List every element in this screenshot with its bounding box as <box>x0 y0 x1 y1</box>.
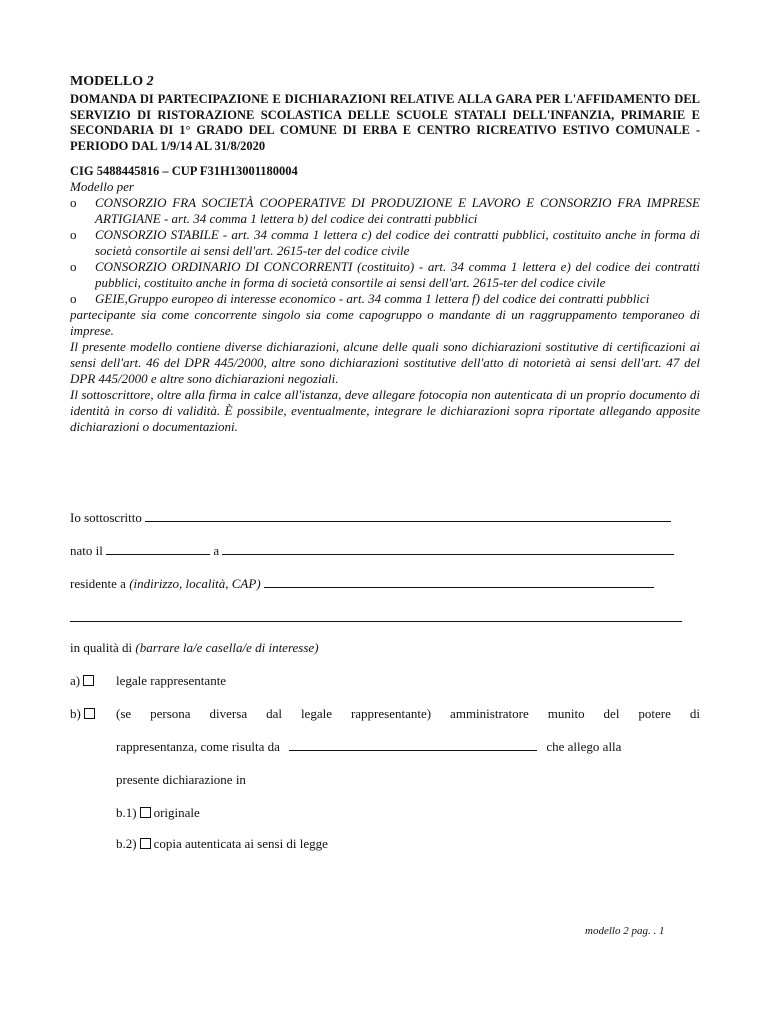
list-item: o CONSORZIO ORDINARIO DI CONCORRENTI (costituito) - art. 34 comma 1 lettera e) del codice dei contratti pubblici, costituito anche in forma di società consortile ai sensi dell'art. 2615-ter del codice civile <box>70 259 700 290</box>
bullet-icon: o <box>70 227 77 242</box>
residence-continuation-field[interactable] <box>70 620 682 622</box>
option-b-text: (se persona diversa dal legale rappresentante) amministratore munito del potere di <box>116 706 700 721</box>
option-b-row <box>70 706 700 722</box>
participation-paragraph: partecipante sia come concorrente singolo sia come capogruppo o mandante di un raggruppamento temporaneo di imprese. <box>70 307 700 338</box>
rappresentanza-document-field[interactable] <box>289 749 537 751</box>
option-b2-row <box>116 836 746 852</box>
qualita-hint: (barrare la/e casella/e di interesse) <box>135 640 319 655</box>
option-b-line2-end: che allego alla <box>546 739 622 754</box>
sottoscritto-field[interactable] <box>145 520 671 522</box>
list-item: o CONSORZIO STABILE - art. 34 comma 1 lettera c) del codice dei contratti pubblici, costituito anche in forma di società consortile ai sensi dell'art. 2615-ter del codice civile <box>70 227 700 258</box>
amministratore-checkbox[interactable] <box>84 708 95 719</box>
bullet-icon: o <box>70 259 77 274</box>
option-b1-row <box>116 805 746 821</box>
page-footer: modello 2 pag. . 1 <box>585 925 665 937</box>
consortium-options-list <box>70 195 700 307</box>
option-b1-marker: b.1) <box>116 805 137 820</box>
signatory-paragraph: Il sottoscrittore, oltre alla firma in calce all'istanza, deve allegare fotocopia non autenticata di un proprio documento di identità in corso di validità. È possibile, eventualmente, integrare le dichiarazioni sopra riportate allegando apposite dichiarazioni o documentazioni. <box>70 387 700 434</box>
birth-row <box>70 543 700 559</box>
residente-hint: (indirizzo, località, CAP) <box>129 576 261 591</box>
copia-autenticata-checkbox[interactable] <box>140 838 151 849</box>
sottoscritto-row <box>70 510 700 526</box>
qualita-label: in qualità di <box>70 640 133 655</box>
residence-row <box>70 576 700 592</box>
legale-rappresentante-checkbox[interactable] <box>83 675 94 686</box>
option-b1-text: originale <box>153 805 200 820</box>
list-item: o CONSORZIO FRA SOCIETÀ COOPERATIVE DI PRODUZIONE E LAVORO E CONSORZIO FRA IMPRESE ARTIGIANE - art. 34 comma 1 lettera b) del codice dei contratti pubblici <box>70 195 700 226</box>
birth-place-field[interactable] <box>222 553 674 555</box>
document-heading: DOMANDA DI PARTECIPAZIONE E DICHIARAZIONI RELATIVE ALLA GARA PER L'AFFIDAMENTO DEL SERVIZIO DI RISTORAZIONE SCOLASTICA DELLE SCUOLE STATALI DELL'INFANZIA, PRIMARIE E SECONDARIA DI 1° GRADO DEL COMUNE DI ERBA E CENTRO RICREATIVO ESTIVO COMUNALE - PERIODO DAL 1/9/14 AL 31/8/2020 <box>70 92 700 153</box>
document-title: MODELLO 2 <box>70 74 154 89</box>
residente-label: residente a <box>70 576 126 591</box>
birth-place-label: a <box>213 543 220 558</box>
option-a-row <box>70 673 700 689</box>
originale-checkbox[interactable] <box>140 807 151 818</box>
residence-field[interactable] <box>264 586 654 588</box>
option-b2-marker: b.2) <box>116 836 137 851</box>
list-item: o GEIE,Gruppo europeo di interesse economico - art. 34 comma 1 lettera f) del codice dei contratti pubblici <box>70 291 650 306</box>
title-number: 2 <box>146 74 154 89</box>
modello-per-label: Modello per <box>70 179 134 194</box>
option-b-line2 <box>116 739 700 755</box>
option-b-line3: presente dichiarazione in <box>116 772 246 787</box>
bullet-icon: o <box>70 291 77 306</box>
option-b2-text: copia autenticata ai sensi di legge <box>153 836 328 851</box>
declarations-paragraph: Il presente modello contiene diverse dichiarazioni, alcune delle quali sono dichiarazioni sostitutive di certificazioni ai sensi dell'art. 46 del DPR 445/2000, altre sono dichiarazioni sostitutive dell'atto di notorietà ai sensi dell'art. 47 del DPR 445/2000 e altre sono dichiarazioni negoziali. <box>70 339 700 386</box>
document-page <box>70 74 700 435</box>
option-a-marker: a) <box>70 673 81 688</box>
sottoscritto-label: Io sottoscritto <box>70 510 142 525</box>
option-b-marker: b) <box>70 706 81 721</box>
nato-label: nato il <box>70 543 103 558</box>
option-b-line2-start: rappresentanza, come risulta da <box>116 739 280 754</box>
qualita-row <box>70 640 700 656</box>
option-a-text: legale rappresentante <box>116 673 227 688</box>
birth-date-field[interactable] <box>106 553 210 555</box>
residence-continuation-row <box>70 620 700 624</box>
cig-cup-line: CIG 5488445816 – CUP F31H13001180004 <box>70 164 298 178</box>
bullet-icon: o <box>70 195 77 210</box>
